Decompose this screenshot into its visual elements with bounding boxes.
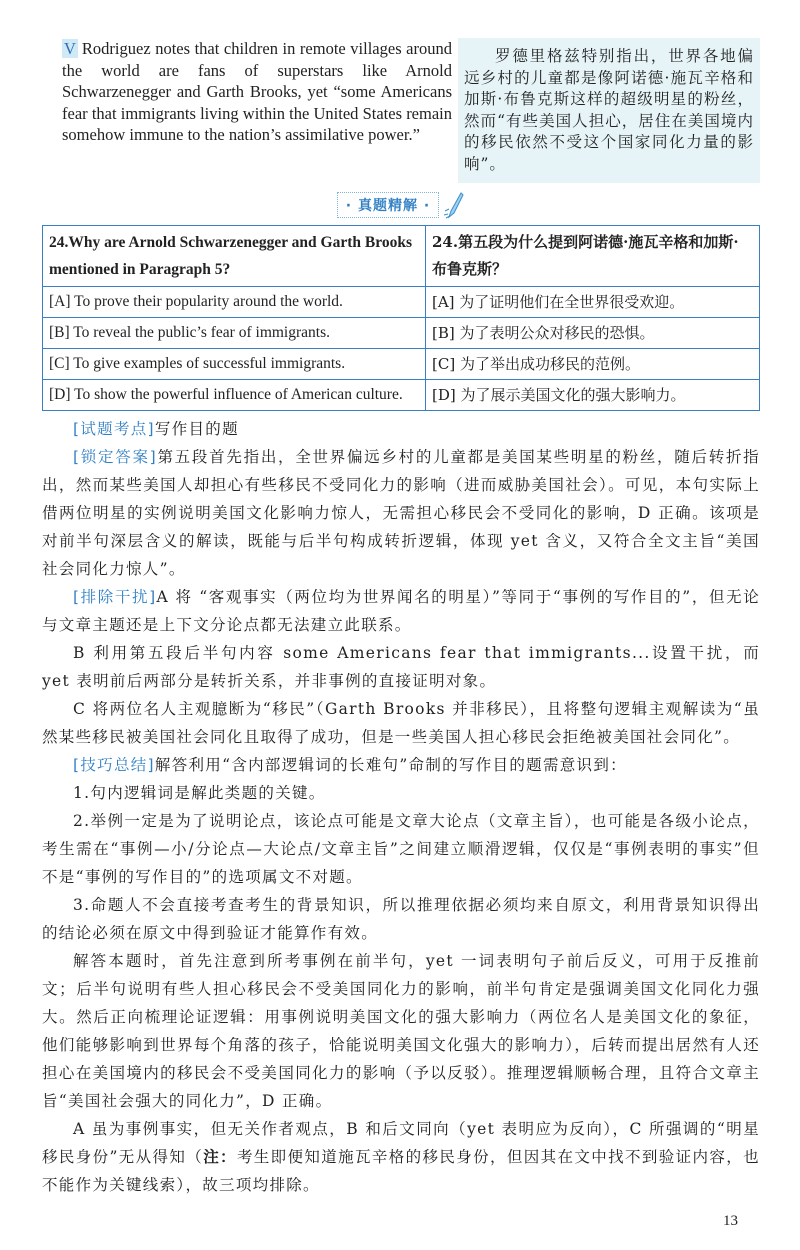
option-row-d	[43, 380, 760, 411]
final-note: 注：	[203, 1147, 237, 1166]
skill-tag: [技巧总结]	[73, 756, 155, 774]
option-b-zh: [B] 为了表明公众对移民的恐惧。	[426, 318, 760, 349]
answer-tag: [锁定答案]	[73, 448, 158, 466]
final-text	[42, 1115, 760, 1199]
option-d-zh: [D] 为了展示美国文化的强大影响力。	[426, 380, 760, 411]
question-en: 24.Why are Arnold Schwarzenegger and Garth Brooks mentioned in Paragraph 5?	[43, 226, 426, 287]
passage-english	[62, 38, 452, 146]
option-c-zh: [C] 为了举出成功移民的范例。	[426, 349, 760, 380]
exclude-c: C 将两位名人主观臆断为“移民”（Garth Brooks 并非移民），且将整句逻辑主观解读为“虽然某些移民被美国社会同化且取得了成功，但是一些美国人担心移民会拒绝被美国社会同化”。	[42, 700, 760, 746]
skill-text: 解答利用“含内部逻辑词的长难句”命制的写作目的题需意识到：	[154, 756, 627, 774]
section-heading: · 真题精解 ·	[337, 192, 439, 218]
option-c-en: [C] To give examples of successful immigrants.	[43, 349, 426, 380]
exclude	[42, 583, 760, 639]
final-post: 考生即便知道施瓦辛格的移民身份，但因其在文中找不到验证内容，也不能作为关键线索），故三项均排除。	[42, 1148, 760, 1194]
question-row	[43, 226, 760, 287]
answer	[42, 443, 760, 583]
skill	[42, 751, 760, 779]
test-point-tag: [试题考点]	[73, 420, 155, 438]
option-a-en: [A] To prove their popularity around the world.	[43, 287, 426, 318]
option-b-en: [B] To reveal the public’s fear of immigrants.	[43, 318, 426, 349]
exclude-tag: [排除干扰]	[73, 588, 157, 606]
skill-2: 2.举例一定是为了说明论点，该论点可能是文章大论点（文章主旨），也可能是各级小论点，考生需在“事例—小/分论点—大论点/文章主旨”之间建立顺滑逻辑，仅仅是“事例表明的事实”但不是“事例的写作目的”的选项属文不对题。	[42, 812, 760, 886]
pen-icon	[443, 191, 465, 219]
option-row-c	[43, 349, 760, 380]
passage-translation: 罗德里格兹特别指出，世界各地偏远乡村的儿童都是像阿诺德·施瓦辛格和加斯·布鲁克斯这样的超级明星的粉丝，然而“有些美国人担心，居住在美国境内的移民依然不受这个国家同化力量的影响”。	[458, 38, 760, 183]
skill-3: 3.命题人不会直接考查考生的背景知识，所以推理依据必须均来自原文，利用背景知识得出的结论必须在原文中得到验证才能算作有效。	[42, 896, 760, 942]
option-row-a	[43, 287, 760, 318]
test-point	[42, 415, 760, 443]
page-number: 13	[723, 1213, 738, 1229]
analysis	[42, 415, 760, 1199]
option-row-b	[43, 318, 760, 349]
exclude-text: A 将 “客观事实（两位均为世界闻名的明星）”等同于“事例的写作目的”，但无论与文章主题还是上下文分论点都无法建立此联系。	[42, 588, 760, 634]
option-d-en: [D] To show the powerful influence of American culture.	[43, 380, 426, 411]
question-table	[42, 225, 760, 411]
skill-1: 1.句内逻辑词是解此类题的关键。	[73, 784, 326, 802]
test-point-text: 写作目的题	[154, 420, 239, 438]
passage-english-text: Rodriguez notes that children in remote villages around the world are fans of superstars like Arnold Schwarzenegger and Garth Brooks, yet “some Americans fear that immigrants living within the United States remain somehow immune to the nation’s assimilative power.”	[62, 39, 452, 145]
question-zh: 24.第五段为什么提到阿诺德·施瓦辛格和加斯·布鲁克斯？	[426, 226, 760, 287]
section-heading-row	[42, 191, 760, 219]
exclude-b: B 利用第五段后半句内容 some Americans fear that immigrants...设置干扰，而 yet 表明前后两部分是转折关系，并非事例的直接证明对象。	[42, 644, 760, 690]
answer-text: 第五段首先指出，全世界偏远乡村的儿童都是美国某些明星的粉丝，随后转折指出，然而某些美国人却担心有些移民不受同化力的影响（进而威胁美国社会）。可见，本句实际上借两位明星的实例说明美国文化影响力惊人，无需担心移民会不受同化的影响，D 正确。该项是对前半句深层含义的解读，既能与后半句构成转折逻辑，体现 yet 含义，又符合全文主旨“美国社会同化力惊人”。	[42, 448, 760, 578]
final-pre: A 虽为事例事实，但无关作者观点，B 和后文同向（yet 表明应为反向），C 所强调的“明星移民身份”无从得知（	[42, 1120, 760, 1166]
passage-section	[42, 38, 760, 183]
option-a-zh: [A] 为了证明他们在全世界很受欢迎。	[426, 287, 760, 318]
solve-text: 解答本题时，首先注意到所考事例在前半句，yet 一词表明句子前后反义，可用于反推前文；后半句说明有些人担心移民会不受美国同化力的影响，前半句肯定是强调美国文化同化力强大。然后正向梳理论证逻辑：用事例说明美国文化的强大影响力（两位名人是美国文化的象征，他们能够影响到世界每个角落的孩子，恰能说明美国文化强大的影响力），后转而提出居然有人还担心在美国境内的移民会不受美国同化力的影响（予以反驳）。推理逻辑顺畅合理，且符合文章主旨“美国社会强大的同化力”，D 正确。	[42, 952, 760, 1110]
paragraph-number: V	[64, 39, 76, 58]
